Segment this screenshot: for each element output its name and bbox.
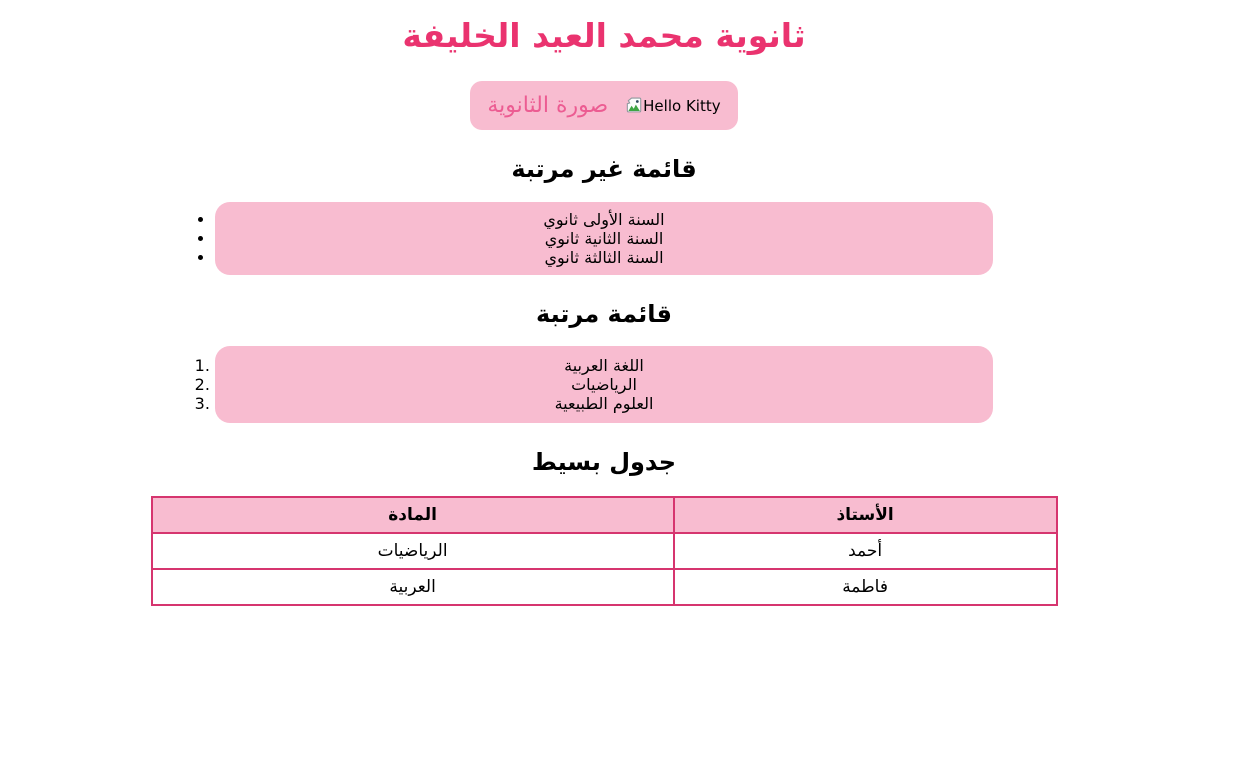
list-item: 2. الرياضيات: [215, 375, 993, 394]
table-row: [152, 569, 1057, 605]
unordered-list-heading: قائمة غير مرتبة: [511, 155, 697, 184]
list-item: • السنة الثانية ثانوي: [215, 229, 993, 248]
ordered-list: [215, 346, 993, 423]
teacher-cell: أحمد: [674, 533, 1057, 569]
list-item: 3. العلوم الطبيعية: [215, 394, 993, 413]
table-heading: جدول بسيط: [531, 448, 677, 477]
school-image-figure: [470, 81, 737, 130]
ordered-list-heading: قائمة مرتبة: [536, 300, 672, 329]
teacher-cell: فاطمة: [674, 569, 1057, 605]
subject-cell: الرياضيات: [152, 533, 674, 569]
table-header-row: [152, 497, 1057, 533]
column-header-subject: المادة: [152, 497, 674, 533]
broken-image-alt-text: Hello Kitty: [643, 96, 721, 115]
table-row: [152, 533, 1057, 569]
column-header-teacher: الأستاذ: [674, 497, 1057, 533]
list-item: 1. اللغة العربية: [215, 356, 993, 375]
broken-image-icon: [625, 97, 643, 114]
page-root: [0, 18, 1208, 780]
unordered-list: [215, 202, 993, 275]
broken-image-placeholder: [625, 97, 720, 115]
list-item: • السنة الأولى ثانوي: [215, 210, 993, 229]
list-item: • السنة الثالثة ثانوي: [215, 248, 993, 267]
table-wrapper: [0, 496, 1208, 606]
bottom-whitespace: [0, 606, 1208, 766]
page-title: ثانوية محمد العيد الخليفة: [402, 16, 806, 55]
school-image-caption: صورة الثانوية: [487, 93, 609, 119]
subjects-teachers-table: [151, 496, 1058, 606]
subject-cell: العربية: [152, 569, 674, 605]
